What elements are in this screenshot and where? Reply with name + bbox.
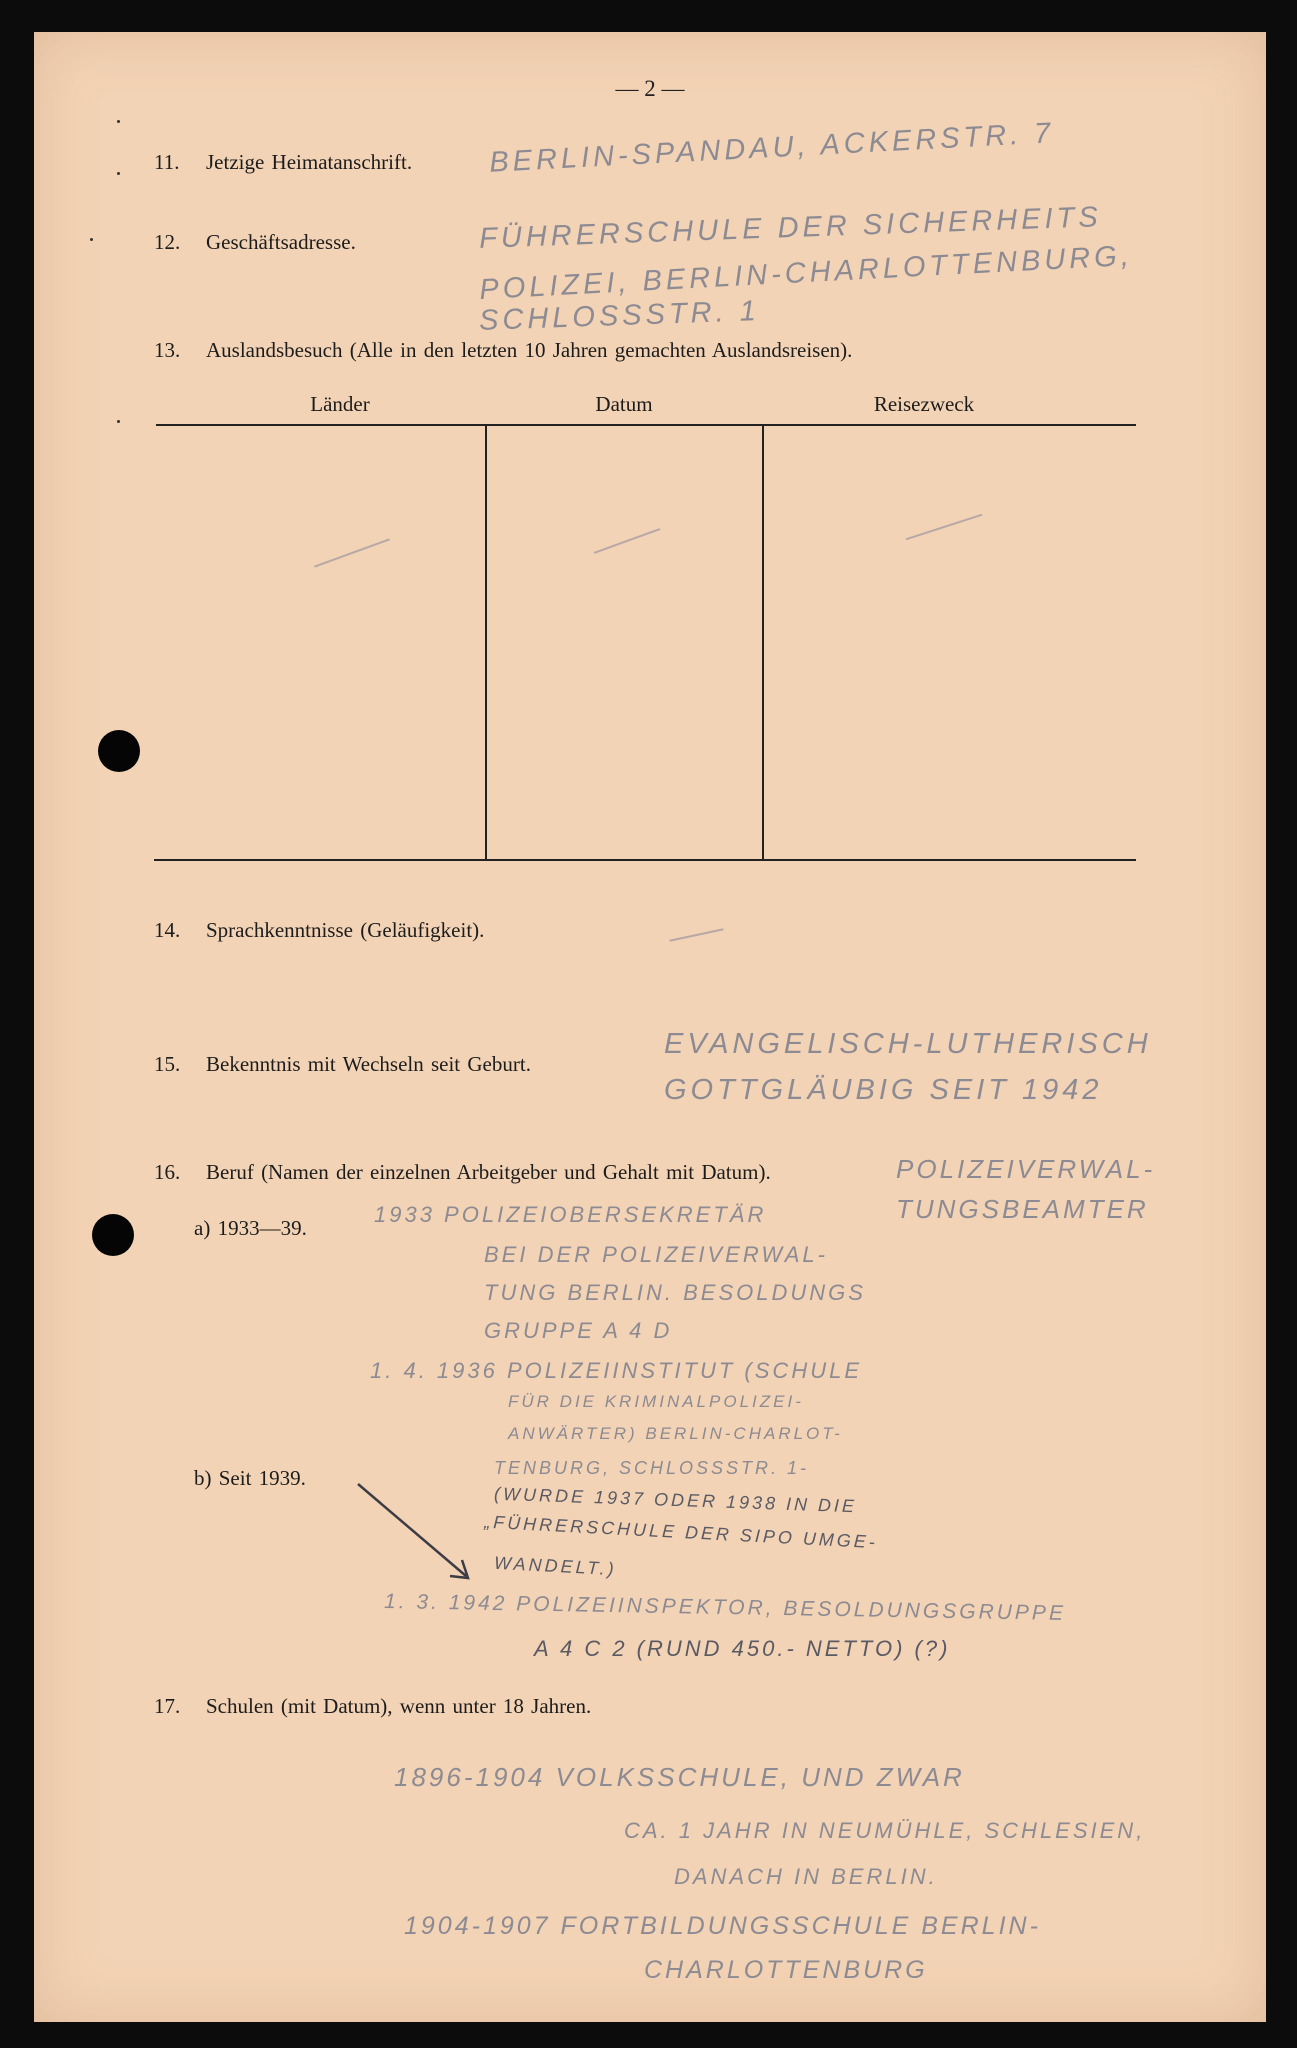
item-14-empty-dash bbox=[669, 928, 723, 941]
item-16b-handwriting-line4: TENBURG, SCHLOSSSTR. 1- bbox=[494, 1458, 810, 1478]
punch-hole-lower bbox=[92, 1214, 134, 1256]
item-16a-handwriting-line4: GRUPPE A 4 D bbox=[484, 1318, 673, 1343]
item-17-label: Schulen (mit Datum), wenn unter 18 Jahren. bbox=[206, 1694, 592, 1718]
item-15-label: Bekenntnis mit Wechseln seit Geburt. bbox=[206, 1052, 531, 1076]
col-header-laender: Länder bbox=[310, 392, 370, 416]
item-16b-handwriting-line7: WANDELT.) bbox=[493, 1552, 618, 1580]
item-12-handwriting-line1: FÜHRERSCHULE DER SICHERHEITS bbox=[478, 201, 1103, 255]
item-17-handwriting-line2: CA. 1 JAHR IN NEUMÜHLE, SCHLESIEN, bbox=[624, 1818, 1146, 1843]
margin-mark-2 bbox=[117, 172, 120, 175]
margin-mark-1 bbox=[117, 120, 120, 123]
item-16b-arrow-icon bbox=[354, 1480, 484, 1590]
col-header-reisezweck: Reisezweck bbox=[873, 392, 975, 416]
table-empty-dash-datum bbox=[594, 528, 660, 554]
page-number: — 2 — bbox=[615, 76, 685, 101]
item-11-label: Jetzige Heimatanschrift. bbox=[206, 150, 413, 174]
item-16a-handwriting-line1: 1933 POLIZEIOBERSEKRETÄR bbox=[374, 1202, 767, 1227]
item-16-side-handwriting-line2: TUNGSBEAMTER bbox=[896, 1194, 1149, 1224]
item-12-handwriting-line2: POLIZEI, BERLIN-CHARLOTTENBURG, bbox=[478, 239, 1134, 307]
item-15-number: 15. bbox=[154, 1052, 181, 1076]
item-12-number: 12. bbox=[154, 230, 181, 254]
item-13-label: Auslandsbesuch (Alle in den letzten 10 Jahren gemachten Auslandsreisen). bbox=[206, 338, 853, 362]
margin-mark-4 bbox=[117, 420, 120, 423]
item-12-handwriting-line3: SCHLOSSSTR. 1 bbox=[478, 295, 761, 337]
item-12-label: Geschäftsadresse. bbox=[206, 230, 356, 254]
item-11-handwriting: BERLIN-SPANDAU, ACKERSTR. 7 bbox=[488, 117, 1056, 179]
item-16a-handwriting-line3: TUNG BERLIN. BESOLDUNGS bbox=[484, 1280, 866, 1305]
item-16b-handwriting-line2: FÜR DIE KRIMINALPOLIZEI- bbox=[508, 1392, 804, 1411]
form-page bbox=[34, 32, 1266, 2022]
item-16b-handwriting-line9: A 4 C 2 (RUND 450.- NETTO) (?) bbox=[534, 1636, 951, 1661]
item-16-side-handwriting-line1: POLIZEIVERWAL- bbox=[896, 1154, 1156, 1184]
item-16b-label: b) Seit 1939. bbox=[194, 1466, 306, 1490]
item-13-number: 13. bbox=[154, 338, 181, 362]
item-14-number: 14. bbox=[154, 918, 181, 942]
table-divider-1 bbox=[485, 425, 487, 859]
item-16-label: Beruf (Namen der einzelnen Arbeitgeber und Gehalt mit Datum). bbox=[206, 1160, 771, 1184]
punch-hole-upper bbox=[98, 730, 140, 772]
item-17-handwriting-line3: DANACH IN BERLIN. bbox=[674, 1864, 938, 1889]
table-empty-dash-laender bbox=[314, 538, 390, 567]
col-header-datum: Datum bbox=[595, 392, 653, 416]
margin-mark-3 bbox=[90, 238, 93, 241]
item-16b-handwriting-line1: 1. 4. 1936 POLIZEIINSTITUT (SCHULE bbox=[370, 1358, 863, 1383]
item-17-handwriting-line1: 1896-1904 VOLKSSCHULE, UND ZWAR bbox=[394, 1762, 965, 1792]
item-16b-handwriting-line3: ANWÄRTER) BERLIN-CHARLOT- bbox=[508, 1424, 843, 1443]
item-11-number: 11. bbox=[154, 150, 180, 174]
item-15-handwriting-line1: EVANGELISCH-LUTHERISCH bbox=[664, 1028, 1152, 1060]
table-top-rule bbox=[156, 424, 1136, 426]
item-16b-handwriting-line6: „FÜHRERSCHULE DER SIPO UMGE- bbox=[483, 1511, 879, 1553]
item-14-label: Sprachkenntnisse (Geläufigkeit). bbox=[206, 918, 485, 942]
item-17-handwriting-line4: 1904-1907 FORTBILDUNGSSCHULE BERLIN- bbox=[404, 1912, 1041, 1940]
item-16a-handwriting-line2: BEI DER POLIZEIVERWAL- bbox=[484, 1242, 828, 1267]
item-16b-handwriting-line8: 1. 3. 1942 POLIZEIINSPEKTOR, BESOLDUNGSGRUPPE bbox=[383, 1590, 1067, 1625]
item-15-handwriting-line2: GOTTGLÄUBIG SEIT 1942 bbox=[664, 1074, 1103, 1106]
table-divider-2 bbox=[762, 425, 764, 859]
item-16a-label: a) 1933—39. bbox=[194, 1216, 307, 1240]
table-bottom-rule bbox=[154, 859, 1136, 861]
item-17-number: 17. bbox=[154, 1694, 181, 1718]
item-17-handwriting-line5: CHARLOTTENBURG bbox=[644, 1956, 928, 1984]
item-16b-handwriting-line5: (WURDE 1937 ODER 1938 IN DIE bbox=[493, 1483, 858, 1517]
table-empty-dash-reisezweck bbox=[906, 514, 983, 541]
item-16-number: 16. bbox=[154, 1160, 181, 1184]
